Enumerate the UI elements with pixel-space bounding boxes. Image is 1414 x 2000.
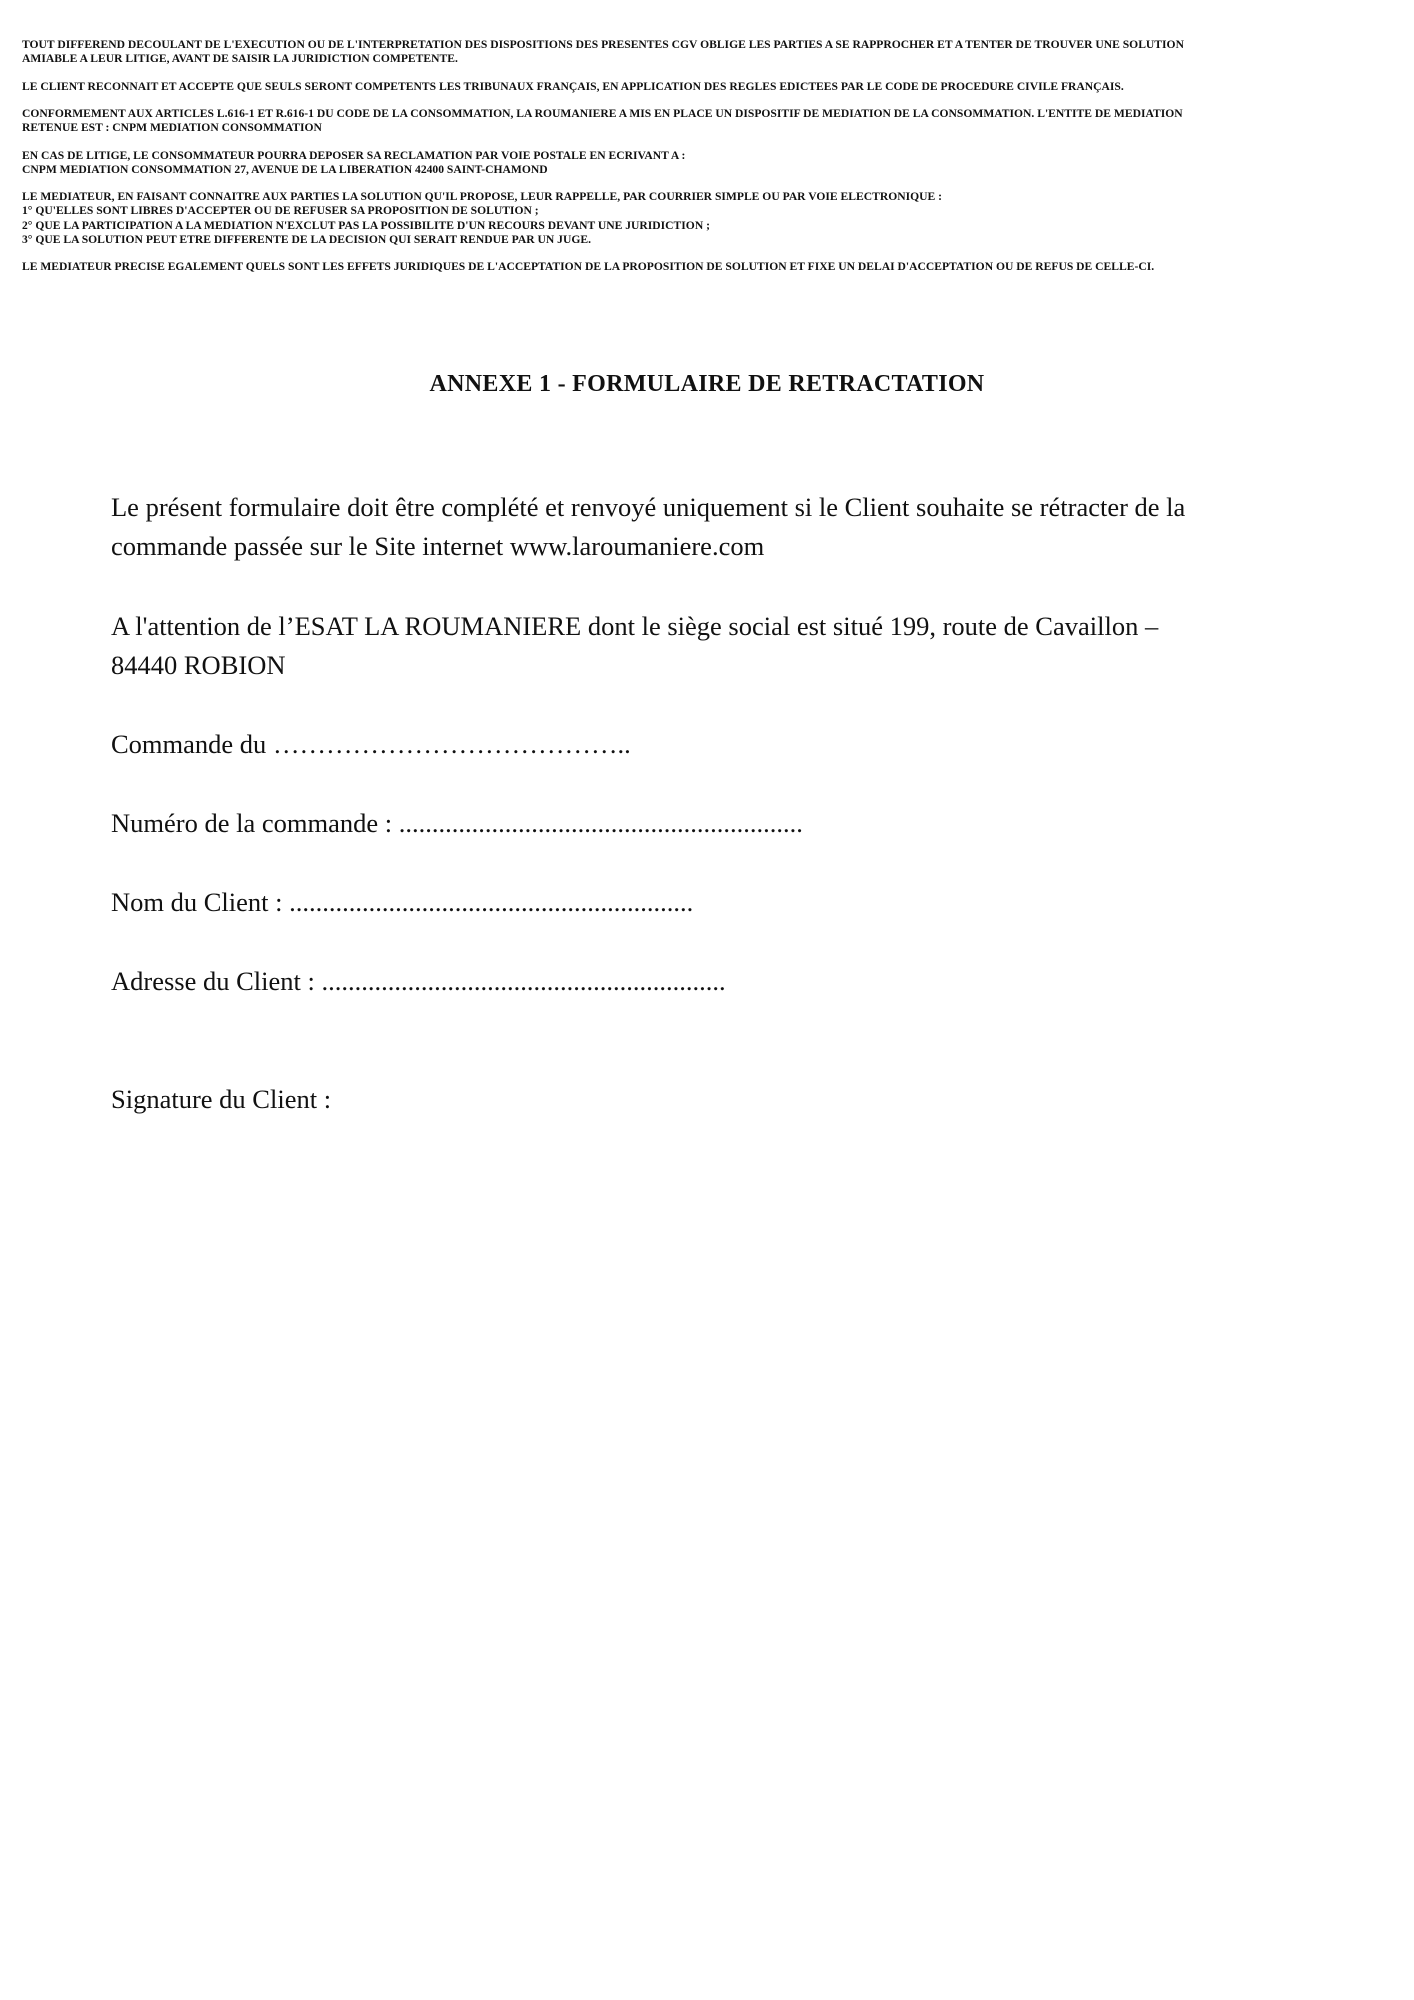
order-date-field[interactable]: [111, 725, 1311, 764]
signature-label: Signature du Client :: [111, 1084, 332, 1114]
client-name-blank[interactable]: .............................................................: [289, 887, 694, 917]
legal-paragraph-mediator-reminder: [22, 190, 1392, 247]
legal-line: LE MEDIATEUR PRECISE EGALEMENT QUELS SONT LES EFFETS JURIDIQUES DE L'ACCEPTATION DE LA PROPOSITION DE SOLUTION ET FIXE UN DELAI D'ACCEPTATION OU DE REFUS DE CELLE-CI.: [22, 260, 1155, 274]
legal-line: LE CLIENT RECONNAIT ET ACCEPTE QUE SEULS SERONT COMPETENTS LES TRIBUNAUX FRANÇAIS, EN APPLICATION DES REGLES EDICTEES PAR LE CODE DE PROCEDURE CIVILE FRANÇAIS.: [22, 79, 1124, 93]
legal-line: CONFORMEMENT AUX ARTICLES L.616-1 ET R.616-1 DU CODE DE LA CONSOMMATION, LA ROUMANIERE A MIS EN PLACE UN DISPOSITIF DE MEDIATION DE LA CONSOMMATION. L'ENTITE DE MEDIATION: [22, 106, 1183, 120]
legal-terms-block: [22, 38, 1392, 288]
annex-title: ANNEXE 1 - FORMULAIRE DE RETRACTATION: [429, 371, 985, 397]
form-intro-paragraph: [111, 488, 1311, 566]
legal-line: CNPM MEDIATION CONSOMMATION 27, AVENUE DE LA LIBERATION 42400 SAINT-CHAMOND: [22, 162, 548, 176]
legal-paragraph-legal-effects: [22, 260, 1392, 274]
legal-line: RETENUE EST : CNPM MEDIATION CONSOMMATION: [22, 121, 322, 135]
legal-paragraph-dispute: [22, 38, 1392, 66]
legal-paragraph-jurisdiction: [22, 80, 1392, 94]
form-attention-line: 84440 ROBION: [111, 650, 286, 680]
legal-line: TOUT DIFFEREND DECOULANT DE L'EXECUTION OU DE L'INTERPRETATION DES DISPOSITIONS DES PRESENTES CGV OBLIGE LES PARTIES A SE RAPPROCHER ET A TENTER DE TROUVER UNE SOLUTION: [22, 38, 1184, 51]
client-address-blank[interactable]: .............................................................: [321, 966, 726, 996]
form-attention-line: A l'attention de l’ESAT LA ROUMANIERE dont le siège social est situé 199, route de Cavaillon –: [111, 611, 1159, 641]
order-date-label: Commande du: [111, 729, 273, 759]
legal-line: AMIABLE A LEUR LITIGE, AVANT DE SAISIR LA JURIDICTION COMPETENTE.: [22, 52, 458, 66]
form-attention-paragraph: [111, 607, 1311, 685]
legal-line: 2° QUE LA PARTICIPATION A LA MEDIATION N'EXCLUT PAS LA POSSIBILITE D'UN RECOURS DEVANT UNE JURIDICTION ;: [22, 218, 710, 232]
client-address-label: Adresse du Client :: [111, 966, 322, 996]
client-address-field[interactable]: [111, 962, 1311, 1001]
legal-paragraph-claim-address: [22, 149, 1392, 177]
legal-line: LE MEDIATEUR, EN FAISANT CONNAITRE AUX PARTIES LA SOLUTION QU'IL PROPOSE, LEUR RAPPELLE, PAR COURRIER SIMPLE OU PAR VOIE ELECTRONIQUE :: [22, 190, 943, 204]
order-number-field[interactable]: [111, 804, 1311, 843]
form-intro-line: Le présent formulaire doit être complété et renvoyé uniquement si le Client souhaite se rétracter de la: [111, 492, 1186, 522]
client-name-field[interactable]: [111, 883, 1311, 922]
order-number-blank[interactable]: .............................................................: [398, 808, 803, 838]
legal-line: EN CAS DE LITIGE, LE CONSOMMATEUR POURRA DEPOSER SA RECLAMATION PAR VOIE POSTALE EN ECRIVANT A :: [22, 148, 686, 162]
form-intro-line: commande passée sur le Site internet www.laroumaniere.com: [111, 531, 765, 561]
order-number-label: Numéro de la commande :: [111, 808, 399, 838]
signature-field[interactable]: [111, 1080, 1311, 1119]
legal-line: 3° QUE LA SOLUTION PEUT ETRE DIFFERENTE DE LA DECISION QUI SERAIT RENDUE PAR UN JUGE.: [22, 232, 591, 246]
legal-paragraph-mediation: [22, 107, 1392, 135]
legal-line: 1° QU'ELLES SONT LIBRES D'ACCEPTER OU DE REFUSER SA PROPOSITION DE SOLUTION ;: [22, 204, 539, 218]
order-date-blank[interactable]: …………………………………..: [272, 729, 631, 759]
client-name-label: Nom du Client :: [111, 887, 290, 917]
